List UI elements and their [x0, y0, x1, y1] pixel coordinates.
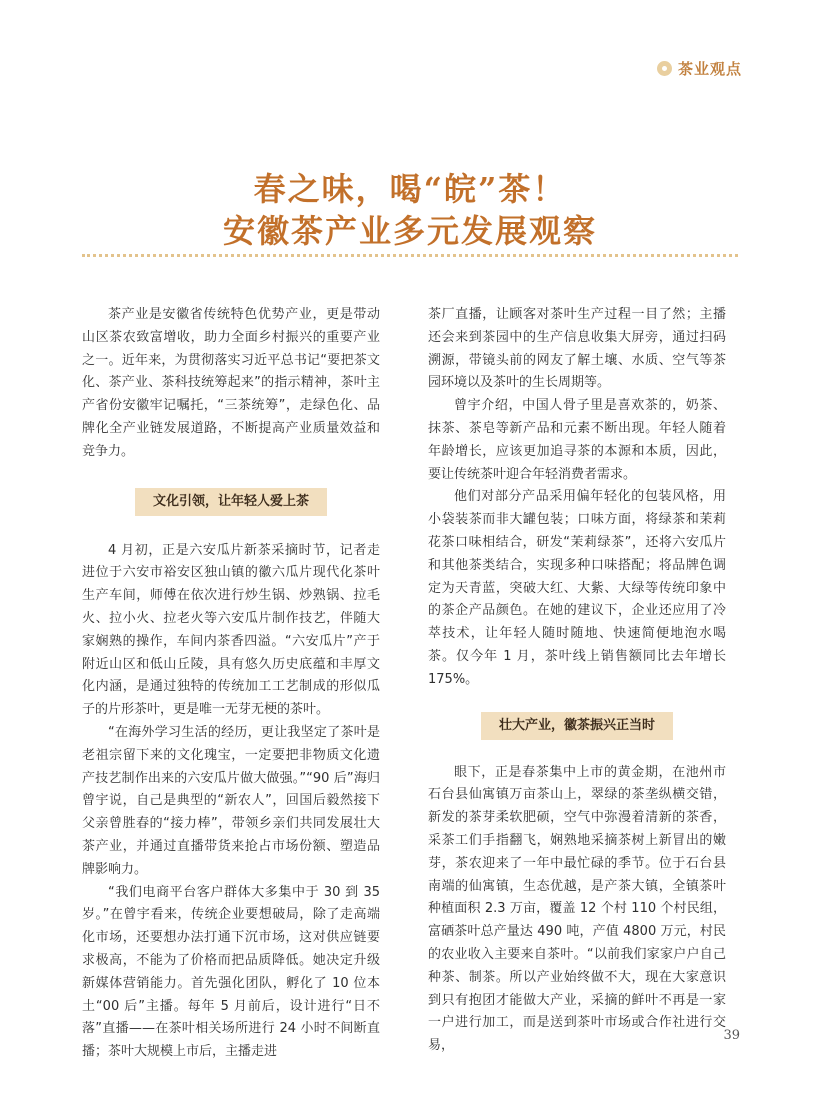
section-heading-culture: 文化引领，让年轻人爱上茶 — [135, 488, 327, 516]
title-line-2: 安徽茶产业多元发展观察 — [222, 212, 597, 250]
paragraph: 眼下，正是春茶集中上市的黄金期，在池州市石台县仙寓镇万亩茶山上，翠绿的茶垄纵横交错，新发的茶芽柔软肥硕，空气中弥漫着清新的茶香，采茶工们手指翻飞，娴熟地采摘茶树上新冒出的嫩芽，茶农迎来了一年中最忙碌的季节。位于石台县南端的仙寓镇，生态优越，是产茶大镇，全镇茶叶种植面积 2.3 万亩，覆盖 12 个村 110 个村民组，富硒茶叶总产量达 490 吨，产值 4800 万元，村民的农业收入主要来自茶叶。“以前我们家家户户自己种茶、制茶。所以产业始终做不大，现在大家意识到只有抱团才能做大产业，采摘的鲜叶不再是一家一户进行加工，而是送到茶叶市场或合作社进行交易， — [428, 764, 726, 1054]
section-header — [657, 58, 742, 79]
section-label: 茶业观点 — [677, 60, 742, 78]
paragraph-continued: 茶厂直播，让顾客对茶叶生产过程一目了然；主播还会来到茶园中的生产信息收集大屏旁，通过扫码溯源，带镜头前的网友了解土壤、水质、空气等茶园环境以及茶叶的生长周期等。 — [428, 307, 726, 391]
paragraph: 他们对部分产品采用偏年轻化的包装风格，用小袋装茶而非大罐包装；口味方面，将绿茶和茉莉花茶口味相结合，研发“茉莉绿茶”，还将六安瓜片和其他茶类结合，实现多种口味搭配；将品牌色调定为天青蓝，突破大红、大紫、大绿等传统印象中的茶企产品颜色。在她的建议下，企业还应用了冷萃技术，让年轻人随时随地、快速简便地泡水喝茶。仅今年 1 月，茶叶线上销售额同比去年增长 175%。 — [428, 489, 726, 687]
paragraph: 4 月初，正是六安瓜片新茶采摘时节，记者走进位于六安市裕安区独山镇的徽六瓜片现代化茶叶生产车间，师傅在依次进行炒生锅、炒熟锅、拉毛火、拉小火、拉老火等六安瓜片制作技艺，伴随大家娴熟的操作，车间内茶香四溢。“六安瓜片”产于附近山区和低山丘陵，具有悠久历史底蕴和丰厚文化内涵，是通过独特的传统加工工艺制成的形似瓜子的片形茶叶，更是唯一无芽无梗的茶叶。 — [82, 542, 380, 718]
title-line-1: 春之味，喝“皖”茶！ — [253, 170, 567, 208]
right-column — [428, 304, 726, 1058]
paragraph: 茶产业是安徽省传统特色优势产业，更是带动山区茶农致富增收，助力全面乡村振兴的重要产业之一。近年来，为贯彻落实习近平总书记“要把茶文化、茶产业、茶科技统筹起来”的指示精神，茶叶主产省份安徽牢记嘱托，“三茶统筹”，走绿色化、品牌化全产业链发展道路，不断提高产业质量效益和竞争力。 — [82, 307, 380, 459]
leaf-badge-icon — [657, 61, 672, 76]
paragraph: “我们电商平台客户群体大多集中于 30 到 35 岁。”在曾宇看来，传统企业要想破局，除了走高端化市场，还要想办法打通下沉市场，这对供应链要求极高，不能为了价格而把品质降低。她决定升级新媒体营销能力。首先强化团队，孵化了 10 位本土“00 后”主播。每年 5 月前后，设计进行“日不落”直播——在茶叶相关场所进行 24 小时不间断直播；茶叶大规模上市后，主播走进 — [82, 884, 380, 1060]
article-title — [0, 168, 820, 252]
title-divider — [82, 254, 738, 257]
paragraph: “在海外学习生活的经历，更让我坚定了茶叶是老祖宗留下来的文化瑰宝，一定要把非物质文化遗产技艺制作出来的六安瓜片做大做强。”“90 后”海归曾宇说，自己是典型的“新农人”，回国后毅然接下父亲曾胜春的“接力棒”，带领乡亲们共同发展壮大茶产业，并通过直播带货来抢占市场份额、塑造品牌影响力。 — [82, 724, 380, 877]
paragraph: 曾宇介绍，中国人骨子里是喜欢茶的，奶茶、抹茶、茶皂等新产品和元素不断出现。年轻人随着年龄增长，应该更加追寻茶的本源和本质，因此，要让传统茶叶迎合年轻消费者需求。 — [428, 398, 726, 482]
left-column — [82, 304, 380, 1064]
section-heading-industry: 壮大产业，徽茶振兴正当时 — [481, 712, 673, 740]
page-number: 39 — [723, 1028, 740, 1043]
